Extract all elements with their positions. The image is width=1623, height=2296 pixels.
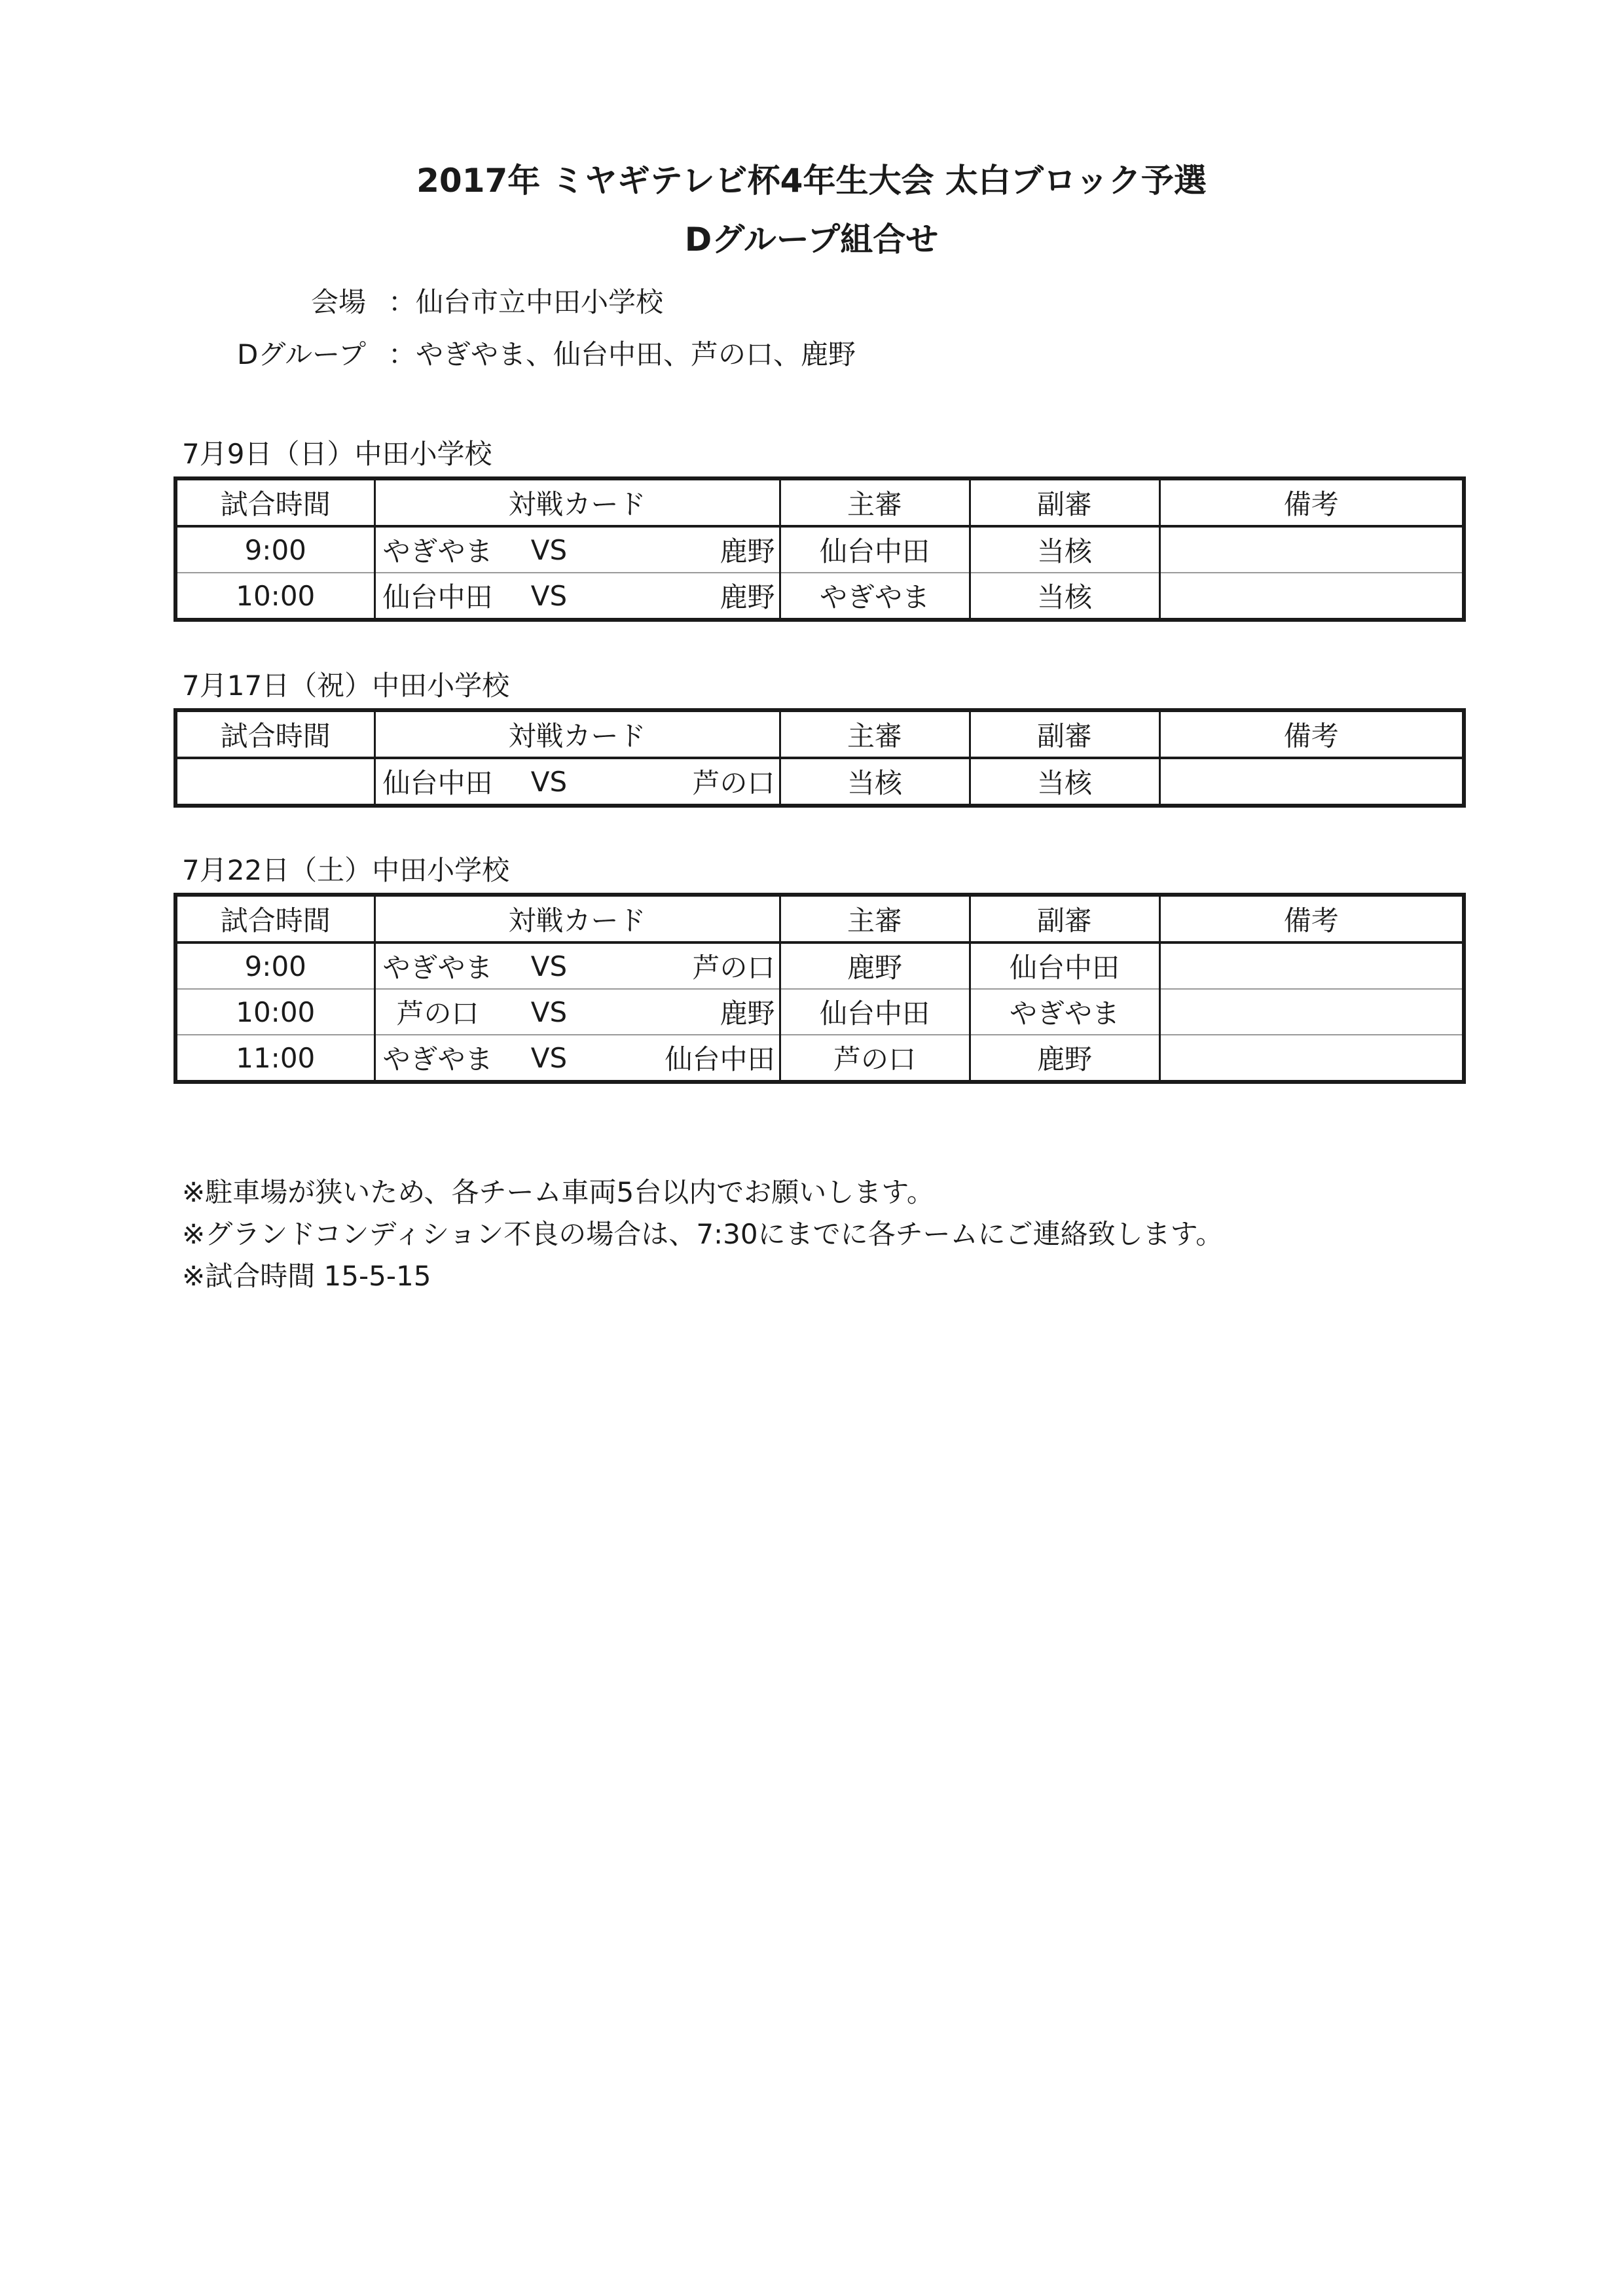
home-team: 仙台中田	[382, 581, 493, 613]
header-card: 対戦カード	[374, 710, 780, 758]
referee: 仙台中田	[780, 526, 970, 573]
vs-label: VS	[530, 533, 568, 566]
schedule-table	[173, 708, 1466, 808]
footnote: ※試合時間 15-5-15	[182, 1260, 431, 1292]
table-row	[175, 942, 1464, 989]
header-card: 対戦カード	[374, 895, 780, 942]
match-card	[374, 573, 780, 620]
venue-value: ：仙台市立中田小学校	[388, 286, 664, 318]
referee: 芦の口	[780, 1035, 970, 1082]
document-title: 2017年 ミヤギテレビ杯4年生大会 太白ブロック予選	[416, 162, 1207, 200]
document-subtitle: Dグループ組合せ	[684, 221, 939, 259]
vs-label: VS	[530, 579, 568, 612]
footnote: ※駐車場が狭いため、各チーム車両5台以内でお願いします。	[182, 1176, 934, 1208]
notes-cell	[1159, 526, 1464, 573]
sub-referee: 当核	[970, 758, 1159, 806]
day-heading: 7月9日（日）中田小学校	[182, 438, 492, 470]
venue-row	[0, 284, 1623, 321]
match-time: 10:00	[175, 989, 374, 1035]
header-time: 試合時間	[175, 478, 374, 526]
match-time: 10:00	[175, 573, 374, 620]
schedule-table	[173, 476, 1466, 622]
day-heading: 7月22日（土）中田小学校	[182, 854, 510, 886]
home-team: やぎやま	[382, 952, 493, 984]
venue-label: 会場	[310, 286, 366, 318]
notes-cell	[1159, 758, 1464, 806]
vs-label: VS	[530, 950, 568, 982]
match-card	[374, 989, 780, 1035]
header-referee: 主審	[780, 710, 970, 758]
header-referee: 主審	[780, 895, 970, 942]
table-header-row	[175, 710, 1464, 758]
table-row	[175, 1035, 1464, 1082]
referee: やぎやま	[780, 573, 970, 620]
vs-label: VS	[530, 1041, 568, 1074]
group-teams: ：やぎやま、仙台中田、芦の口、鹿野	[388, 338, 856, 370]
header-card: 対戦カード	[374, 478, 780, 526]
footnote: ※グランドコンディション不良の場合は、7:30にまでに各チームにご連絡致します。	[182, 1218, 1224, 1250]
match-time: 11:00	[175, 1035, 374, 1082]
away-team: 仙台中田	[665, 1043, 775, 1075]
header-notes: 備考	[1159, 478, 1464, 526]
sub-referee: やぎやま	[970, 989, 1159, 1035]
home-team: やぎやま	[382, 535, 493, 567]
header-time: 試合時間	[175, 895, 374, 942]
match-time	[175, 758, 374, 806]
notes-cell	[1159, 1035, 1464, 1082]
schedule-table	[173, 893, 1466, 1084]
header-time: 試合時間	[175, 710, 374, 758]
vs-label: VS	[530, 765, 568, 798]
notes-cell	[1159, 942, 1464, 989]
away-team: 鹿野	[720, 535, 775, 567]
group-label: Dグループ	[237, 338, 366, 370]
match-time: 9:00	[175, 526, 374, 573]
home-team: 仙台中田	[382, 767, 493, 799]
header-notes: 備考	[1159, 710, 1464, 758]
referee: 仙台中田	[780, 989, 970, 1035]
header-notes: 備考	[1159, 895, 1464, 942]
away-team: 鹿野	[720, 997, 775, 1030]
table-header-row	[175, 478, 1464, 526]
table-header-row	[175, 895, 1464, 942]
header-sub-referee: 副審	[970, 710, 1159, 758]
table-row	[175, 758, 1464, 806]
notes-cell	[1159, 573, 1464, 620]
match-time: 9:00	[175, 942, 374, 989]
referee: 鹿野	[780, 942, 970, 989]
sub-referee: 当核	[970, 526, 1159, 573]
header-referee: 主審	[780, 478, 970, 526]
group-row	[0, 336, 1623, 373]
vs-label: VS	[530, 996, 568, 1028]
header-sub-referee: 副審	[970, 478, 1159, 526]
match-card	[374, 758, 780, 806]
sub-referee: 当核	[970, 573, 1159, 620]
footnotes	[182, 1172, 1223, 1297]
away-team: 芦の口	[692, 767, 775, 799]
match-card	[374, 942, 780, 989]
match-card	[374, 526, 780, 573]
sub-referee: 仙台中田	[970, 942, 1159, 989]
table-row	[175, 526, 1464, 573]
home-team: やぎやま	[382, 1043, 493, 1075]
home-team: 芦の口	[396, 997, 479, 1030]
away-team: 鹿野	[720, 581, 775, 613]
table-row	[175, 989, 1464, 1035]
header-sub-referee: 副審	[970, 895, 1159, 942]
sub-referee: 鹿野	[970, 1035, 1159, 1082]
notes-cell	[1159, 989, 1464, 1035]
table-row	[175, 573, 1464, 620]
away-team: 芦の口	[692, 952, 775, 984]
match-card	[374, 1035, 780, 1082]
referee: 当核	[780, 758, 970, 806]
day-heading: 7月17日（祝）中田小学校	[182, 670, 510, 702]
